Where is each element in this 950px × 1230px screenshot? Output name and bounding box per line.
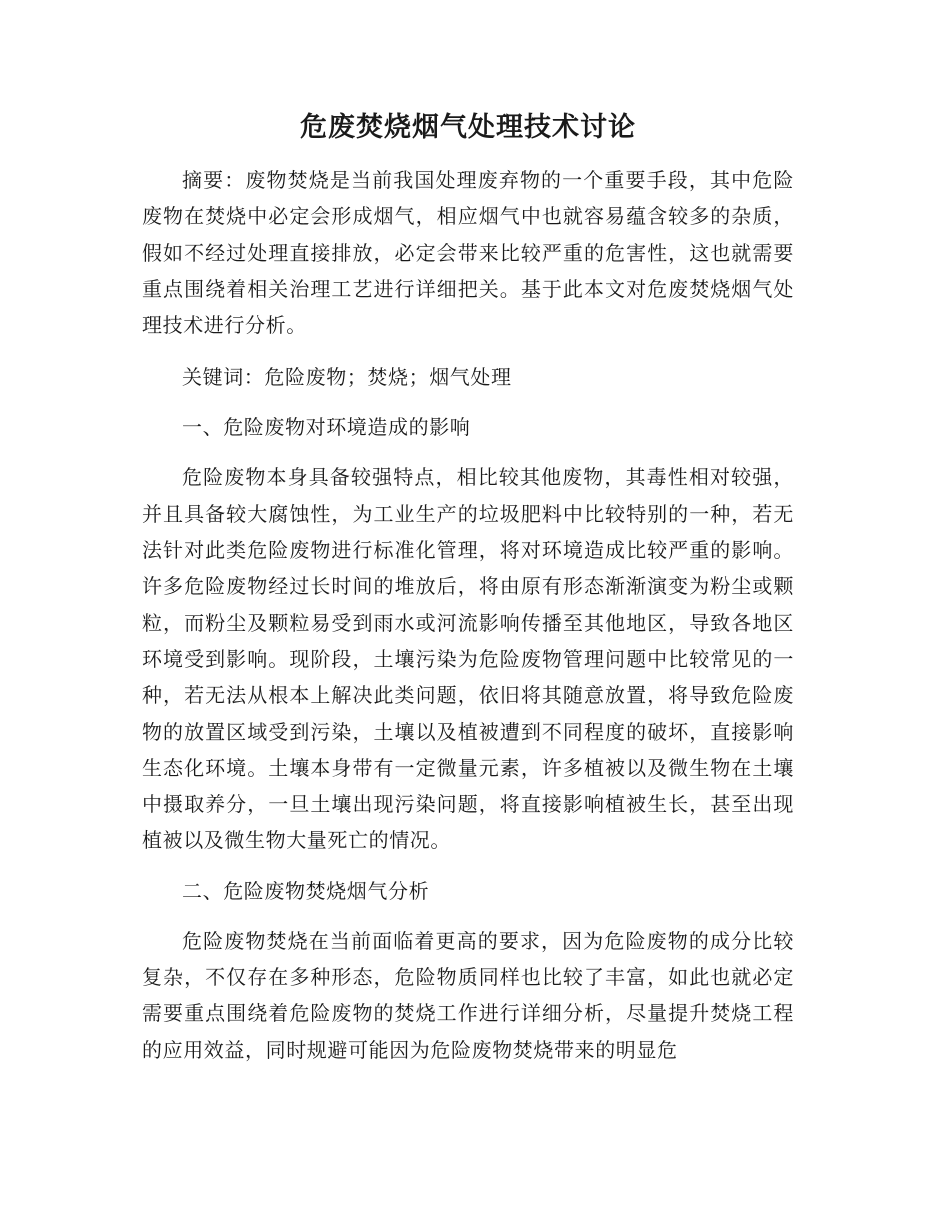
abstract-paragraph: 摘要：废物焚烧是当前我国处理废弃物的一个重要手段，其中危险废物在焚烧中必定会形成烟气，相应烟气中也就容易蕴含较多的杂质，假如不经过处理直接排放，必定会带来比较严重的危害性，这也就需要重点围绕着相关治理工艺进行详细把关。基于此本文对危废焚烧烟气处理技术进行分析。 [142, 168, 794, 338]
document-title: 危废焚烧烟气处理技术讨论 [300, 112, 636, 143]
section-body-1: 危险废物本身具备较强特点，相比较其他废物，其毒性相对较强，并且具备较大腐蚀性，为工业生产的垃圾肥料中比较特别的一种，若无法针对此类危险废物进行标准化管理，将对环境造成比较严重的影响。许多危险废物经过长时间的堆放后，将由原有形态渐渐演变为粉尘或颗粒，而粉尘及颗粒易受到雨水或河流影响传播至其他地区，导致各地区环境受到影响。现阶段，土壤污染为危险废物管理问题中比较常见的一种，若无法从根本上解决此类问题，依旧将其随意放置，将导致危险废物的放置区域受到污染，土壤以及植被遭到不同程度的破坏，直接影响生态化环境。土壤本身带有一定微量元素，许多植被以及微生物在土壤中摄取养分，一旦土壤出现污染问题，将直接影响植被生长，甚至出现植被以及微生物大量死亡的情况。 [142, 465, 794, 853]
section-heading-1: 一、危险废物对环境造成的影响 [182, 415, 471, 440]
spacer [142, 395, 794, 409]
section-heading-2: 二、危险废物焚烧烟气分析 [182, 878, 430, 903]
spacer [142, 909, 794, 923]
document-page [142, 108, 794, 1068]
section-body-2: 危险废物焚烧在当前面临着更高的要求，因为危险废物的成分比较复杂，不仅存在多种形态，危险物质同样也比较了丰富，如此也就必定需要重点围绕着危险废物的焚烧工作进行详细分析，尽量提升焚烧工程的应用效益，同时规避可能因为危险废物焚烧带来的明显危 [142, 928, 794, 1062]
spacer [142, 343, 794, 359]
keywords-line: 关键词：危险废物；焚烧；烟气处理 [182, 365, 512, 390]
spacer [142, 445, 794, 459]
spacer [142, 859, 794, 873]
